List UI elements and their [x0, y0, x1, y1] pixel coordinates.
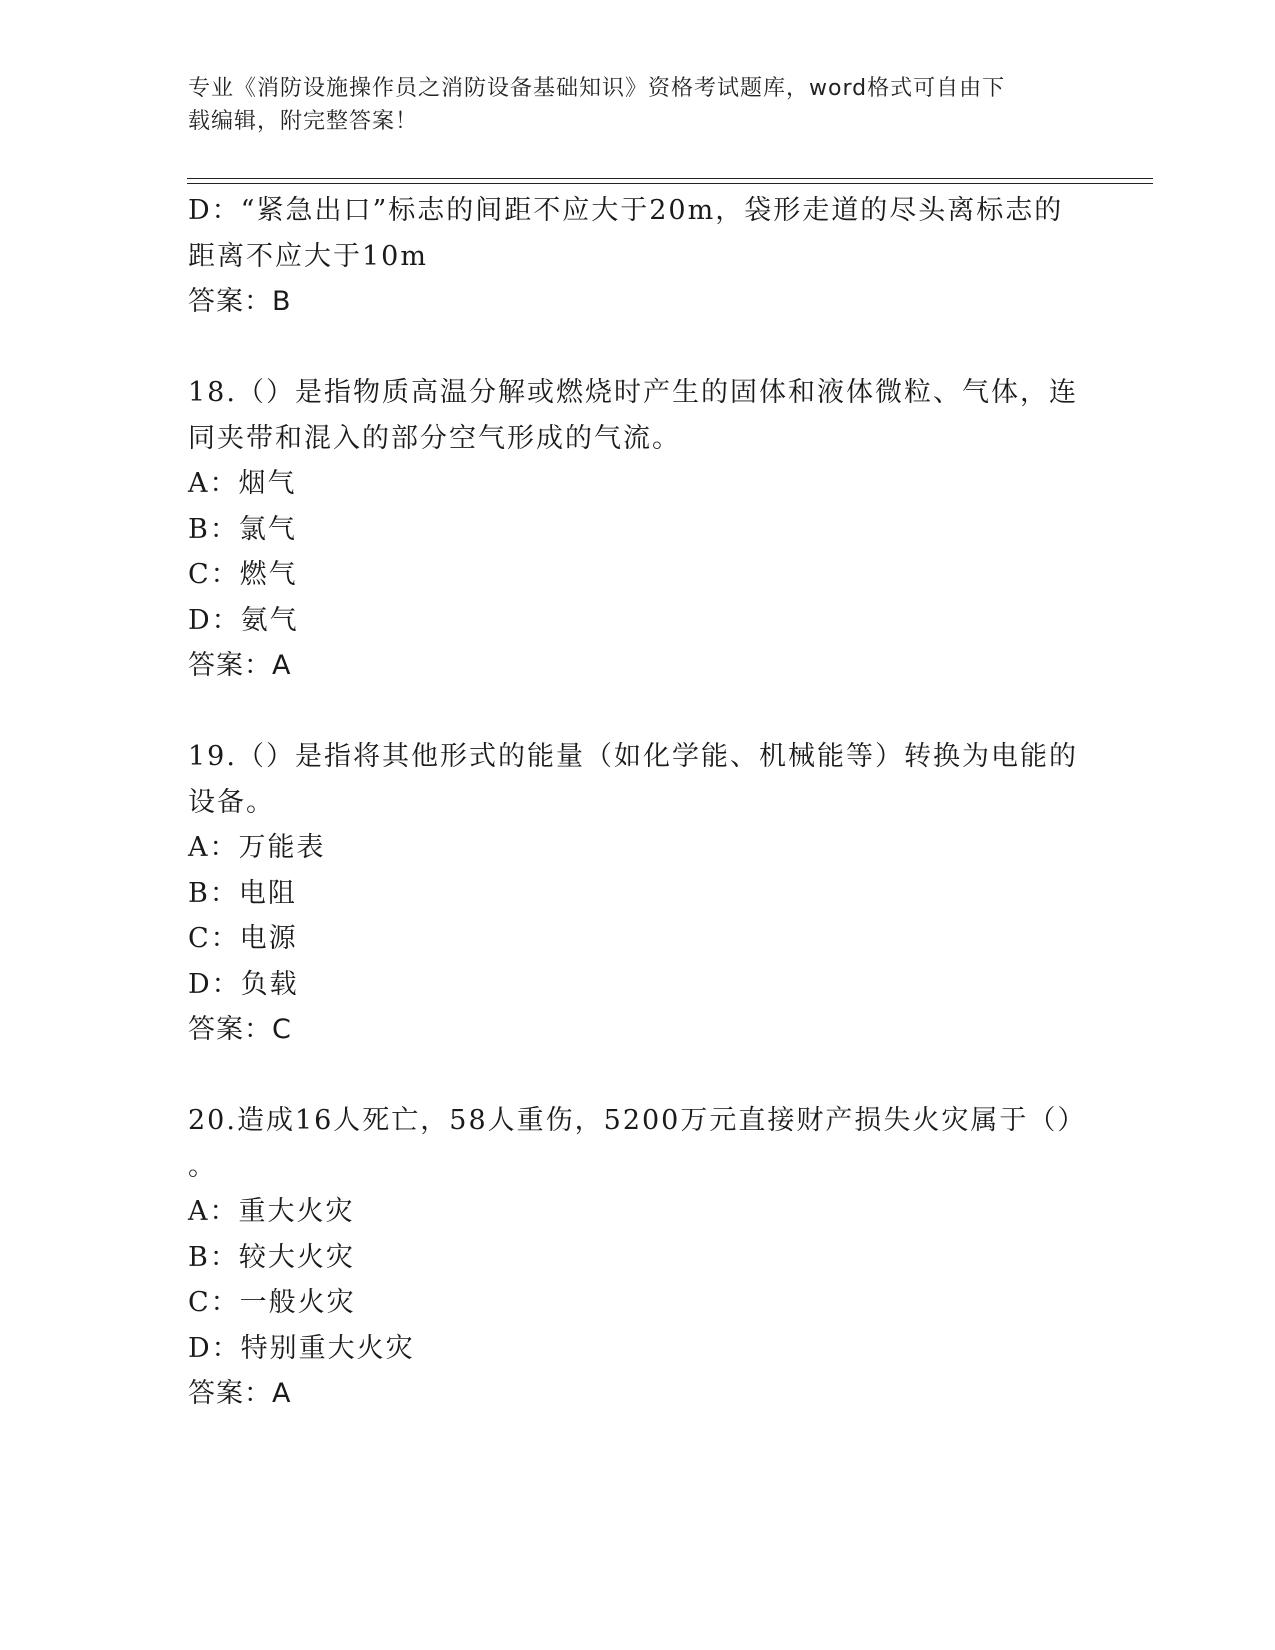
- option-b: B：氯气: [188, 513, 297, 545]
- question-stem: 18.（）是指物质高温分解或燃烧时产生的固体和液体微粒、气体，连: [188, 377, 1078, 408]
- option-c: C：一般火灾: [188, 1287, 356, 1318]
- question-stem-continued: 。: [188, 1150, 217, 1182]
- option-c: C：燃气: [188, 559, 298, 590]
- option-a: A：万能表: [188, 832, 326, 863]
- question-stem-continued: 设备。: [188, 786, 275, 818]
- answer: 答案：A: [188, 1378, 292, 1409]
- previous-question-tail: [188, 188, 1088, 325]
- option-a: A：烟气: [188, 468, 297, 499]
- header-line-1: 专业《消防设施操作员之消防设备基础知识》资格考试题库，word格式可自由下: [188, 76, 1006, 101]
- option-d: D：“紧急出口”标志的间距不应大于20m，袋形走道的尽头离标志的: [188, 195, 1064, 226]
- option-d: D：氨气: [188, 604, 299, 636]
- option-b: B：较大火灾: [188, 1241, 355, 1273]
- option-a: A：重大火灾: [188, 1196, 355, 1227]
- header-line-2: 载编辑，附完整答案！: [188, 109, 419, 134]
- answer: 答案：C: [188, 1014, 292, 1045]
- option-d: D：特别重大火灾: [188, 1332, 415, 1364]
- question-list: [188, 188, 1088, 1417]
- option-d: D：负载: [188, 968, 299, 1000]
- spacer: [188, 325, 1088, 371]
- option-b: B：电阻: [188, 877, 297, 909]
- header-divider-bottom: [187, 183, 1153, 184]
- spacer: [188, 1053, 1088, 1099]
- question-19: [188, 734, 1088, 1053]
- answer: 答案：A: [188, 650, 292, 681]
- question-20: [188, 1098, 1088, 1417]
- question-stem: 20.造成16人死亡，58人重伤，5200万元直接财产损失火灾属于（）: [188, 1105, 1087, 1136]
- option-d-continued: 距离不应大于10m: [188, 240, 428, 272]
- option-c: C：电源: [188, 923, 298, 954]
- spacer: [188, 689, 1088, 735]
- answer: 答案：B: [188, 286, 292, 317]
- question-stem-continued: 同夹带和混入的部分空气形成的气流。: [188, 422, 681, 454]
- question-stem: 19.（）是指将其他形式的能量（如化学能、机械能等）转换为电能的: [188, 741, 1078, 772]
- header-divider-top: [187, 178, 1153, 179]
- question-18: [188, 370, 1088, 689]
- document-header: [188, 72, 1068, 138]
